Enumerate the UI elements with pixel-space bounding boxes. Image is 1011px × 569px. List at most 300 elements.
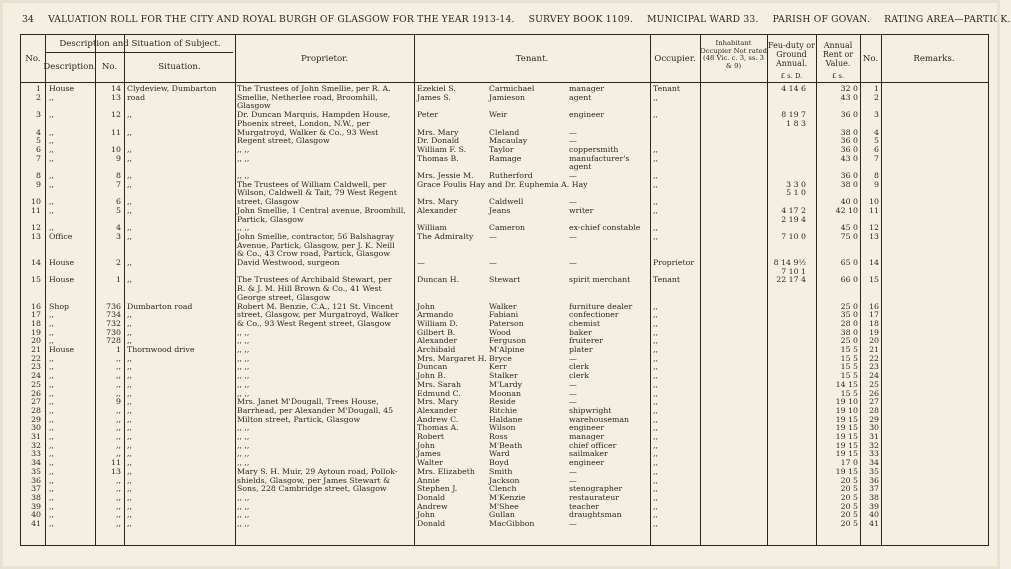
row-number-right: 37	[869, 484, 879, 494]
row-number-right: 27	[869, 397, 879, 407]
row-number-right: 3	[874, 110, 879, 120]
description-cell: ,,	[49, 310, 54, 320]
row-number: 28	[31, 405, 41, 415]
description-cell: ,,	[49, 318, 54, 328]
tenant-surname-cell: Smith	[489, 466, 513, 476]
description-cell: ,,	[49, 110, 54, 120]
tenant-first-name-cell: Donald	[417, 492, 446, 502]
proprietor-cell: Wilson, Caldwell & Tait, 79 West Regent	[237, 188, 397, 198]
tenant-occupation-cell: agent	[569, 92, 592, 102]
tenant-surname-cell: Ross	[489, 432, 508, 441]
tenant-first-name-cell: Gilbert B.	[417, 327, 456, 337]
annual-value-cell: 38 0	[840, 327, 858, 337]
proprietor-cell: ,, ,,	[237, 510, 250, 520]
tenant-occupation-cell: restaurateur	[569, 492, 620, 502]
proprietor-cell: ,, ,,	[237, 171, 250, 180]
situation-cell: ,,	[127, 179, 132, 189]
tenant-occupation-cell: —	[569, 353, 577, 363]
annual-value-cell: 14 15	[835, 379, 858, 389]
tenant-surname-cell: Jeans	[489, 205, 511, 215]
proprietor-cell: street, Glasgow	[237, 197, 299, 207]
annual-value-cell: 19 10	[835, 397, 858, 407]
row-number: 26	[31, 388, 41, 398]
occupier-cell: ,,	[653, 223, 658, 233]
description-cell: ,,	[49, 179, 54, 189]
tenant-first-name-cell: Dr. Donald	[417, 136, 460, 146]
tenant-occupation-cell: engineer	[569, 110, 605, 120]
occupier-cell: ,,	[653, 458, 658, 468]
tenant-first-name-cell: Grace Foulis Hay and Dr. Euphemia A. Hay	[417, 179, 588, 189]
row-number-right: 26	[869, 388, 879, 398]
occupier-cell: ,,	[653, 414, 658, 424]
tenant-first-name-cell: Ezekiel S.	[417, 84, 456, 93]
annual-value-cell: 19 15	[835, 414, 858, 424]
situation-cell: ,,	[127, 171, 132, 180]
street-number-cell: ,,	[116, 484, 121, 494]
situation-cell: ,,	[127, 484, 132, 494]
tenant-surname-cell: Ramage	[489, 153, 522, 163]
description-cell: ,,	[49, 458, 54, 468]
tenant-first-name-cell: Mrs. Mary	[417, 127, 459, 137]
feu-duty-cell: 7 10 0	[781, 231, 806, 241]
street-number-cell: ,,	[116, 432, 121, 441]
proprietor-cell: ,, ,,	[237, 353, 250, 363]
occupier-cell: ,,	[653, 423, 658, 433]
tenant-occupation-cell: fruiterer	[569, 336, 603, 346]
street-number-cell: ,,	[116, 414, 121, 424]
street-number-cell: ,,	[116, 371, 121, 381]
description-cell: ,,	[49, 501, 54, 511]
row-number: 33	[31, 449, 41, 459]
row-number-right: 19	[869, 327, 879, 337]
proprietor-cell: Robert M. Benzie, C.A., 121 St. Vincent	[237, 301, 394, 311]
row-number-right: 12	[869, 223, 879, 233]
tenant-first-name-cell: Stephen J.	[417, 484, 458, 494]
street-number-cell: 9	[116, 397, 121, 407]
situation-cell: ,,	[127, 258, 132, 267]
situation-cell: ,,	[127, 310, 132, 320]
occupier-cell: ,,	[653, 353, 658, 363]
tenant-first-name-cell: Thomas B.	[417, 153, 459, 163]
annual-value-cell: 19 15	[835, 440, 858, 450]
street-number-cell: 9	[116, 153, 121, 163]
occupier-cell: ,,	[653, 92, 658, 102]
occupier-cell: ,,	[653, 362, 658, 372]
occupier-cell: Tenant	[653, 84, 681, 93]
feu-duty-cell: 7 10 1	[781, 266, 806, 276]
feu-duty-cell: 8 19 7	[781, 110, 806, 120]
proprietor-cell: George street, Glasgow	[237, 292, 331, 302]
situation-cell: ,,	[127, 327, 132, 337]
row-number-right: 32	[869, 440, 879, 450]
occupier-cell: ,,	[653, 179, 658, 189]
situation-cell: ,,	[127, 205, 132, 215]
row-number: 14	[31, 258, 41, 267]
proprietor-cell: Murgatroyd, Walker & Co., 93 West	[237, 127, 379, 137]
situation-cell: ,,	[127, 501, 132, 511]
tenant-occupation-cell: engineer	[569, 423, 605, 433]
description-cell: House	[49, 345, 75, 354]
situation-cell: ,,	[127, 153, 132, 163]
occupier-cell: ,,	[653, 371, 658, 381]
tenant-first-name-cell: —	[417, 258, 425, 267]
street-number-cell: ,,	[116, 440, 121, 450]
description-cell: ,,	[49, 475, 54, 485]
annual-value-cell: 36 0	[840, 144, 858, 154]
tenant-occupation-cell: sailmaker	[569, 449, 608, 459]
occupier-cell: ,,	[653, 440, 658, 450]
row-number-right: 25	[869, 379, 879, 389]
table-row	[21, 181, 988, 190]
tenant-occupation-cell: —	[569, 127, 577, 137]
tenant-occupation-cell: coppersmith	[569, 144, 619, 154]
annual-value-cell: 25 0	[840, 336, 858, 346]
occupier-cell: ,,	[653, 336, 658, 346]
survey-book: SURVEY BOOK 1109.	[528, 14, 634, 25]
tenant-first-name-cell: Peter	[417, 110, 438, 120]
row-number: 27	[31, 397, 41, 407]
annual-value-cell: 19 15	[835, 466, 858, 476]
occupier-cell: ,,	[653, 510, 658, 520]
row-number-right: 39	[869, 501, 879, 511]
tenant-occupation-cell: —	[569, 197, 577, 207]
table-row	[21, 155, 988, 164]
occupier-cell: Proprietor	[653, 258, 695, 267]
row-number: 9	[36, 179, 41, 189]
tenant-first-name-cell: Andrew C.	[417, 414, 459, 424]
street-number-cell: 13	[111, 466, 121, 476]
annual-value-cell: 43 0	[840, 92, 858, 102]
description-cell: ,,	[49, 223, 54, 233]
situation-cell: ,,	[127, 449, 132, 459]
annual-value-cell: 75 0	[840, 231, 858, 241]
annual-value-cell: 19 10	[835, 405, 858, 415]
tenant-occupation-cell: baker	[569, 327, 592, 337]
tenant-surname-cell: Caldwell	[489, 197, 524, 207]
description-cell: ,,	[49, 327, 54, 337]
proprietor-cell: The Trustees of Archibald Stewart, per	[237, 275, 392, 285]
row-number-right: 15	[869, 275, 879, 285]
row-number-right: 20	[869, 336, 879, 346]
row-number-right: 38	[869, 492, 879, 502]
tenant-surname-cell: Reside	[489, 397, 516, 407]
occupier-cell: ,,	[653, 432, 658, 441]
proprietor-cell: & Co., 93 West Regent street, Glasgow	[237, 318, 392, 328]
proprietor-cell: Regent street, Glasgow	[237, 136, 330, 146]
row-number: 36	[31, 475, 41, 485]
table-row	[21, 94, 988, 103]
row-number-right: 17	[869, 310, 879, 320]
annual-value-cell: 35 0	[840, 310, 858, 320]
street-number-cell: ,,	[116, 379, 121, 389]
table-row	[21, 207, 988, 216]
description-cell: ,,	[49, 92, 54, 102]
street-number-cell: ,,	[116, 475, 121, 485]
annual-value-cell: 36 0	[840, 136, 858, 146]
tenant-surname-cell: Wilson	[489, 423, 516, 433]
tenant-first-name-cell: Mrs. Elizabeth	[417, 466, 475, 476]
situation-cell: Thornwood drive	[127, 345, 195, 354]
tenant-occupation-cell: warehouseman	[569, 414, 630, 424]
table-row	[21, 233, 988, 242]
tenant-first-name-cell: Donald	[417, 519, 446, 528]
proprietor-cell: Glasgow	[237, 101, 271, 111]
row-number: 21	[31, 345, 41, 354]
street-number-cell: 4	[116, 223, 121, 233]
occupier-cell: ,,	[653, 153, 658, 163]
row-number-right: 10	[869, 197, 879, 207]
tenant-surname-cell: Walker	[489, 301, 517, 311]
description-cell: ,,	[49, 362, 54, 372]
occupier-cell: ,,	[653, 144, 658, 154]
proprietor-cell: Barrhead, per Alexander M'Dougall, 45	[237, 405, 394, 415]
tenant-first-name-cell: John	[417, 301, 435, 311]
tenant-occupation-cell: confectioner	[569, 310, 619, 320]
tenant-first-name-cell: James S.	[417, 92, 451, 102]
description-cell: ,,	[49, 484, 54, 494]
annual-value-cell: 15 5	[840, 362, 858, 372]
row-number: 23	[31, 362, 41, 372]
situation-cell: ,,	[127, 432, 132, 441]
occupier-cell: ,,	[653, 379, 658, 389]
tenant-first-name-cell: Walter	[417, 458, 443, 468]
row-number: 4	[36, 127, 41, 137]
occupier-cell: ,,	[653, 171, 658, 180]
tenant-occupation-cell: furniture dealer	[569, 301, 633, 311]
description-cell: ,,	[49, 171, 54, 180]
situation-cell: ,,	[127, 362, 132, 372]
tenant-first-name-cell: Annie	[417, 475, 440, 485]
tenant-first-name-cell: John	[417, 440, 435, 450]
situation-cell: ,,	[127, 423, 132, 433]
situation-cell: ,,	[127, 371, 132, 381]
proprietor-cell: Sons, 228 Cambridge street, Glasgow	[237, 484, 387, 494]
tenant-occupation-cell: draughtsman	[569, 510, 622, 520]
proprietor-cell: ,, ,,	[237, 153, 250, 163]
tenant-occupation-cell: —	[569, 388, 577, 398]
description-cell: ,,	[49, 388, 54, 398]
tenant-first-name-cell: Armando	[417, 310, 454, 320]
proprietor-cell: ,, ,,	[237, 492, 250, 502]
tenant-surname-cell: Cameron	[489, 223, 526, 233]
tenant-first-name-cell: Duncan H.	[417, 275, 460, 285]
proprietor-cell: ,, ,,	[237, 458, 250, 468]
tenant-surname-cell: M'Alpine	[489, 345, 525, 354]
street-number-cell: ,,	[116, 510, 121, 520]
annual-value-cell: 20 5	[840, 475, 858, 485]
proprietor-cell: The Trustees of John Smellie, per R. A.	[237, 84, 391, 93]
tenant-occupation-cell: —	[569, 136, 577, 146]
description-cell: ,,	[49, 336, 54, 346]
occupier-cell: ,,	[653, 231, 658, 241]
row-number: 37	[31, 484, 41, 494]
tenant-occupation-cell: —	[569, 379, 577, 389]
tenant-surname-cell: Weir	[489, 110, 508, 120]
occupier-cell: ,,	[653, 484, 658, 494]
situation-cell: Clydeview, Dumbarton	[127, 84, 217, 93]
tenant-occupation-cell: ex-chief constable	[569, 223, 641, 233]
tenant-first-name-cell: John B.	[417, 371, 446, 381]
row-number-right: 7	[874, 153, 879, 163]
row-number: 19	[31, 327, 41, 337]
tenant-occupation-cell: engineer	[569, 458, 605, 468]
tenant-surname-cell: M'Lardy	[489, 379, 523, 389]
situation-cell: ,,	[127, 475, 132, 485]
proprietor-cell: R. & J. M. Hill Brown & Co., 41 West	[237, 284, 382, 294]
col-header-annual-units: £ s.	[831, 72, 845, 81]
tenant-occupation-cell: manager	[569, 84, 605, 93]
tenant-occupation-cell: —	[569, 231, 577, 241]
row-number-right: 8	[874, 171, 879, 180]
tenant-first-name-cell: Robert	[417, 432, 445, 441]
description-cell: ,,	[49, 371, 54, 381]
occupier-cell: ,,	[653, 310, 658, 320]
description-cell: ,,	[49, 510, 54, 520]
description-cell: ,,	[49, 519, 54, 528]
row-number: 6	[36, 144, 41, 154]
tenant-surname-cell: Jackson	[489, 475, 520, 485]
proprietor-cell: Partick, Glasgow	[237, 214, 304, 224]
row-number-right: 4	[874, 127, 879, 137]
col-header-feu-units: £ s. D.	[780, 72, 803, 81]
tenant-surname-cell: Boyd	[489, 458, 509, 468]
occupier-cell: ,,	[653, 197, 658, 207]
row-number: 17	[31, 310, 41, 320]
row-number-right: 18	[869, 318, 879, 328]
tenant-surname-cell: Haldane	[489, 414, 523, 424]
street-number-cell: ,,	[116, 519, 121, 528]
situation-cell: ,,	[127, 405, 132, 415]
row-number-right: 2	[874, 92, 879, 102]
situation-cell: Dumbarton road	[127, 301, 193, 311]
col-header-group: Description and Situation of Subject.	[59, 38, 221, 49]
tenant-first-name-cell: Duncan	[417, 362, 448, 372]
table-row	[21, 242, 988, 251]
tenant-first-name-cell: The Admiralty	[417, 231, 474, 241]
row-number: 11	[31, 205, 41, 215]
feu-duty-cell: 3 3 0	[786, 179, 806, 189]
row-number: 29	[31, 414, 41, 424]
situation-cell: ,,	[127, 492, 132, 502]
row-number: 41	[31, 519, 41, 528]
tenant-occupation-cell: shipwright	[569, 405, 612, 415]
situation-cell: ,,	[127, 144, 132, 154]
tenant-surname-cell: Stalker	[489, 371, 518, 381]
tenant-occupation-cell: —	[569, 397, 577, 407]
tenant-surname-cell: Carmichael	[489, 84, 535, 93]
description-cell: ,,	[49, 153, 54, 163]
row-number-right: 24	[869, 371, 879, 381]
col-header-occupier: Occupier.	[654, 53, 696, 64]
row-number: 5	[36, 136, 41, 146]
row-number: 39	[31, 501, 41, 511]
proprietor-cell: ,, ,,	[237, 327, 250, 337]
situation-cell: ,,	[127, 440, 132, 450]
street-number-cell: 730	[106, 327, 121, 337]
annual-value-cell: 15 5	[840, 345, 858, 354]
row-number-right: 40	[869, 510, 879, 520]
feu-duty-cell: 22 17 4	[776, 275, 806, 285]
feu-duty-cell: 5 1 0	[786, 188, 806, 198]
row-number-right: 1	[874, 84, 879, 93]
tenant-surname-cell: Ferguson	[489, 336, 527, 346]
tenant-first-name-cell: James	[417, 449, 441, 459]
tenant-occupation-cell: manufacturer's	[569, 153, 630, 163]
proprietor-cell: ,, ,,	[237, 345, 250, 354]
street-number-cell: 8	[116, 171, 121, 180]
proprietor-cell: street, Glasgow, per Murgatroyd, Walker	[237, 310, 399, 320]
tenant-surname-cell: Jamieson	[489, 92, 525, 102]
situation-cell: ,,	[127, 510, 132, 520]
occupier-cell: ,,	[653, 492, 658, 502]
row-number: 1	[36, 84, 41, 93]
tenant-first-name-cell: Alexander	[417, 205, 458, 215]
proprietor-cell: ,, ,,	[237, 440, 250, 450]
situation-cell: ,,	[127, 466, 132, 476]
tenant-first-name-cell: Mrs. Jessie M.	[417, 171, 474, 180]
row-number: 12	[31, 223, 41, 233]
row-number-right: 28	[869, 405, 879, 415]
row-number: 20	[31, 336, 41, 346]
proprietor-cell: John Smellie, 1 Central avenue, Broomhill,	[237, 205, 406, 215]
tenant-surname-cell: M'Kenzie	[489, 492, 526, 502]
street-number-cell: 5	[116, 205, 121, 215]
annual-value-cell: 45 0	[840, 223, 858, 233]
row-number: 31	[31, 432, 41, 441]
description-cell: ,,	[49, 440, 54, 450]
street-number-cell: 12	[111, 110, 121, 120]
tenant-occupation-cell: —	[569, 519, 577, 528]
annual-value-cell: 19 15	[835, 449, 858, 459]
tenant-first-name-cell: Mrs. Mary	[417, 397, 459, 407]
description-cell: ,,	[49, 466, 54, 476]
proprietor-cell: ,, ,,	[237, 432, 250, 441]
situation-cell: ,,	[127, 379, 132, 389]
row-number-right: 23	[869, 362, 879, 372]
table-row	[21, 285, 988, 294]
row-number-right: 16	[869, 301, 879, 311]
situation-cell: ,,	[127, 318, 132, 328]
description-cell: ,,	[49, 492, 54, 502]
feu-duty-cell: 2 19 4	[781, 214, 806, 224]
annual-value-cell: 36 0	[840, 110, 858, 120]
annual-value-cell: 32 0	[840, 84, 858, 93]
street-number-cell: ,,	[116, 388, 121, 398]
description-cell: ,,	[49, 205, 54, 215]
occupier-cell: ,,	[653, 501, 658, 511]
annual-value-cell: 20 5	[840, 492, 858, 502]
proprietor-cell: Avenue, Partick, Glasgow, per J. K. Neill	[237, 240, 395, 250]
parish: PARISH OF GOVAN.	[772, 14, 871, 25]
rating-area: RATING AREA—PARTICK.	[884, 14, 1011, 25]
table-row	[21, 259, 988, 268]
description-cell: ,,	[49, 397, 54, 407]
row-number-right: 41	[869, 519, 879, 528]
situation-cell: ,,	[127, 110, 132, 120]
situation-cell: ,,	[127, 336, 132, 346]
tenant-surname-cell: Cleland	[489, 127, 520, 137]
description-cell: ,,	[49, 432, 54, 441]
street-number-cell: 1	[116, 345, 121, 354]
proprietor-cell: ,, ,,	[237, 501, 250, 511]
street-number-cell: 732	[106, 318, 121, 328]
situation-cell: ,,	[127, 458, 132, 468]
occupier-cell: ,,	[653, 318, 658, 328]
occupier-cell: ,,	[653, 519, 658, 528]
description-cell: ,,	[49, 379, 54, 389]
description-cell: ,,	[49, 197, 54, 207]
row-number: 18	[31, 318, 41, 328]
